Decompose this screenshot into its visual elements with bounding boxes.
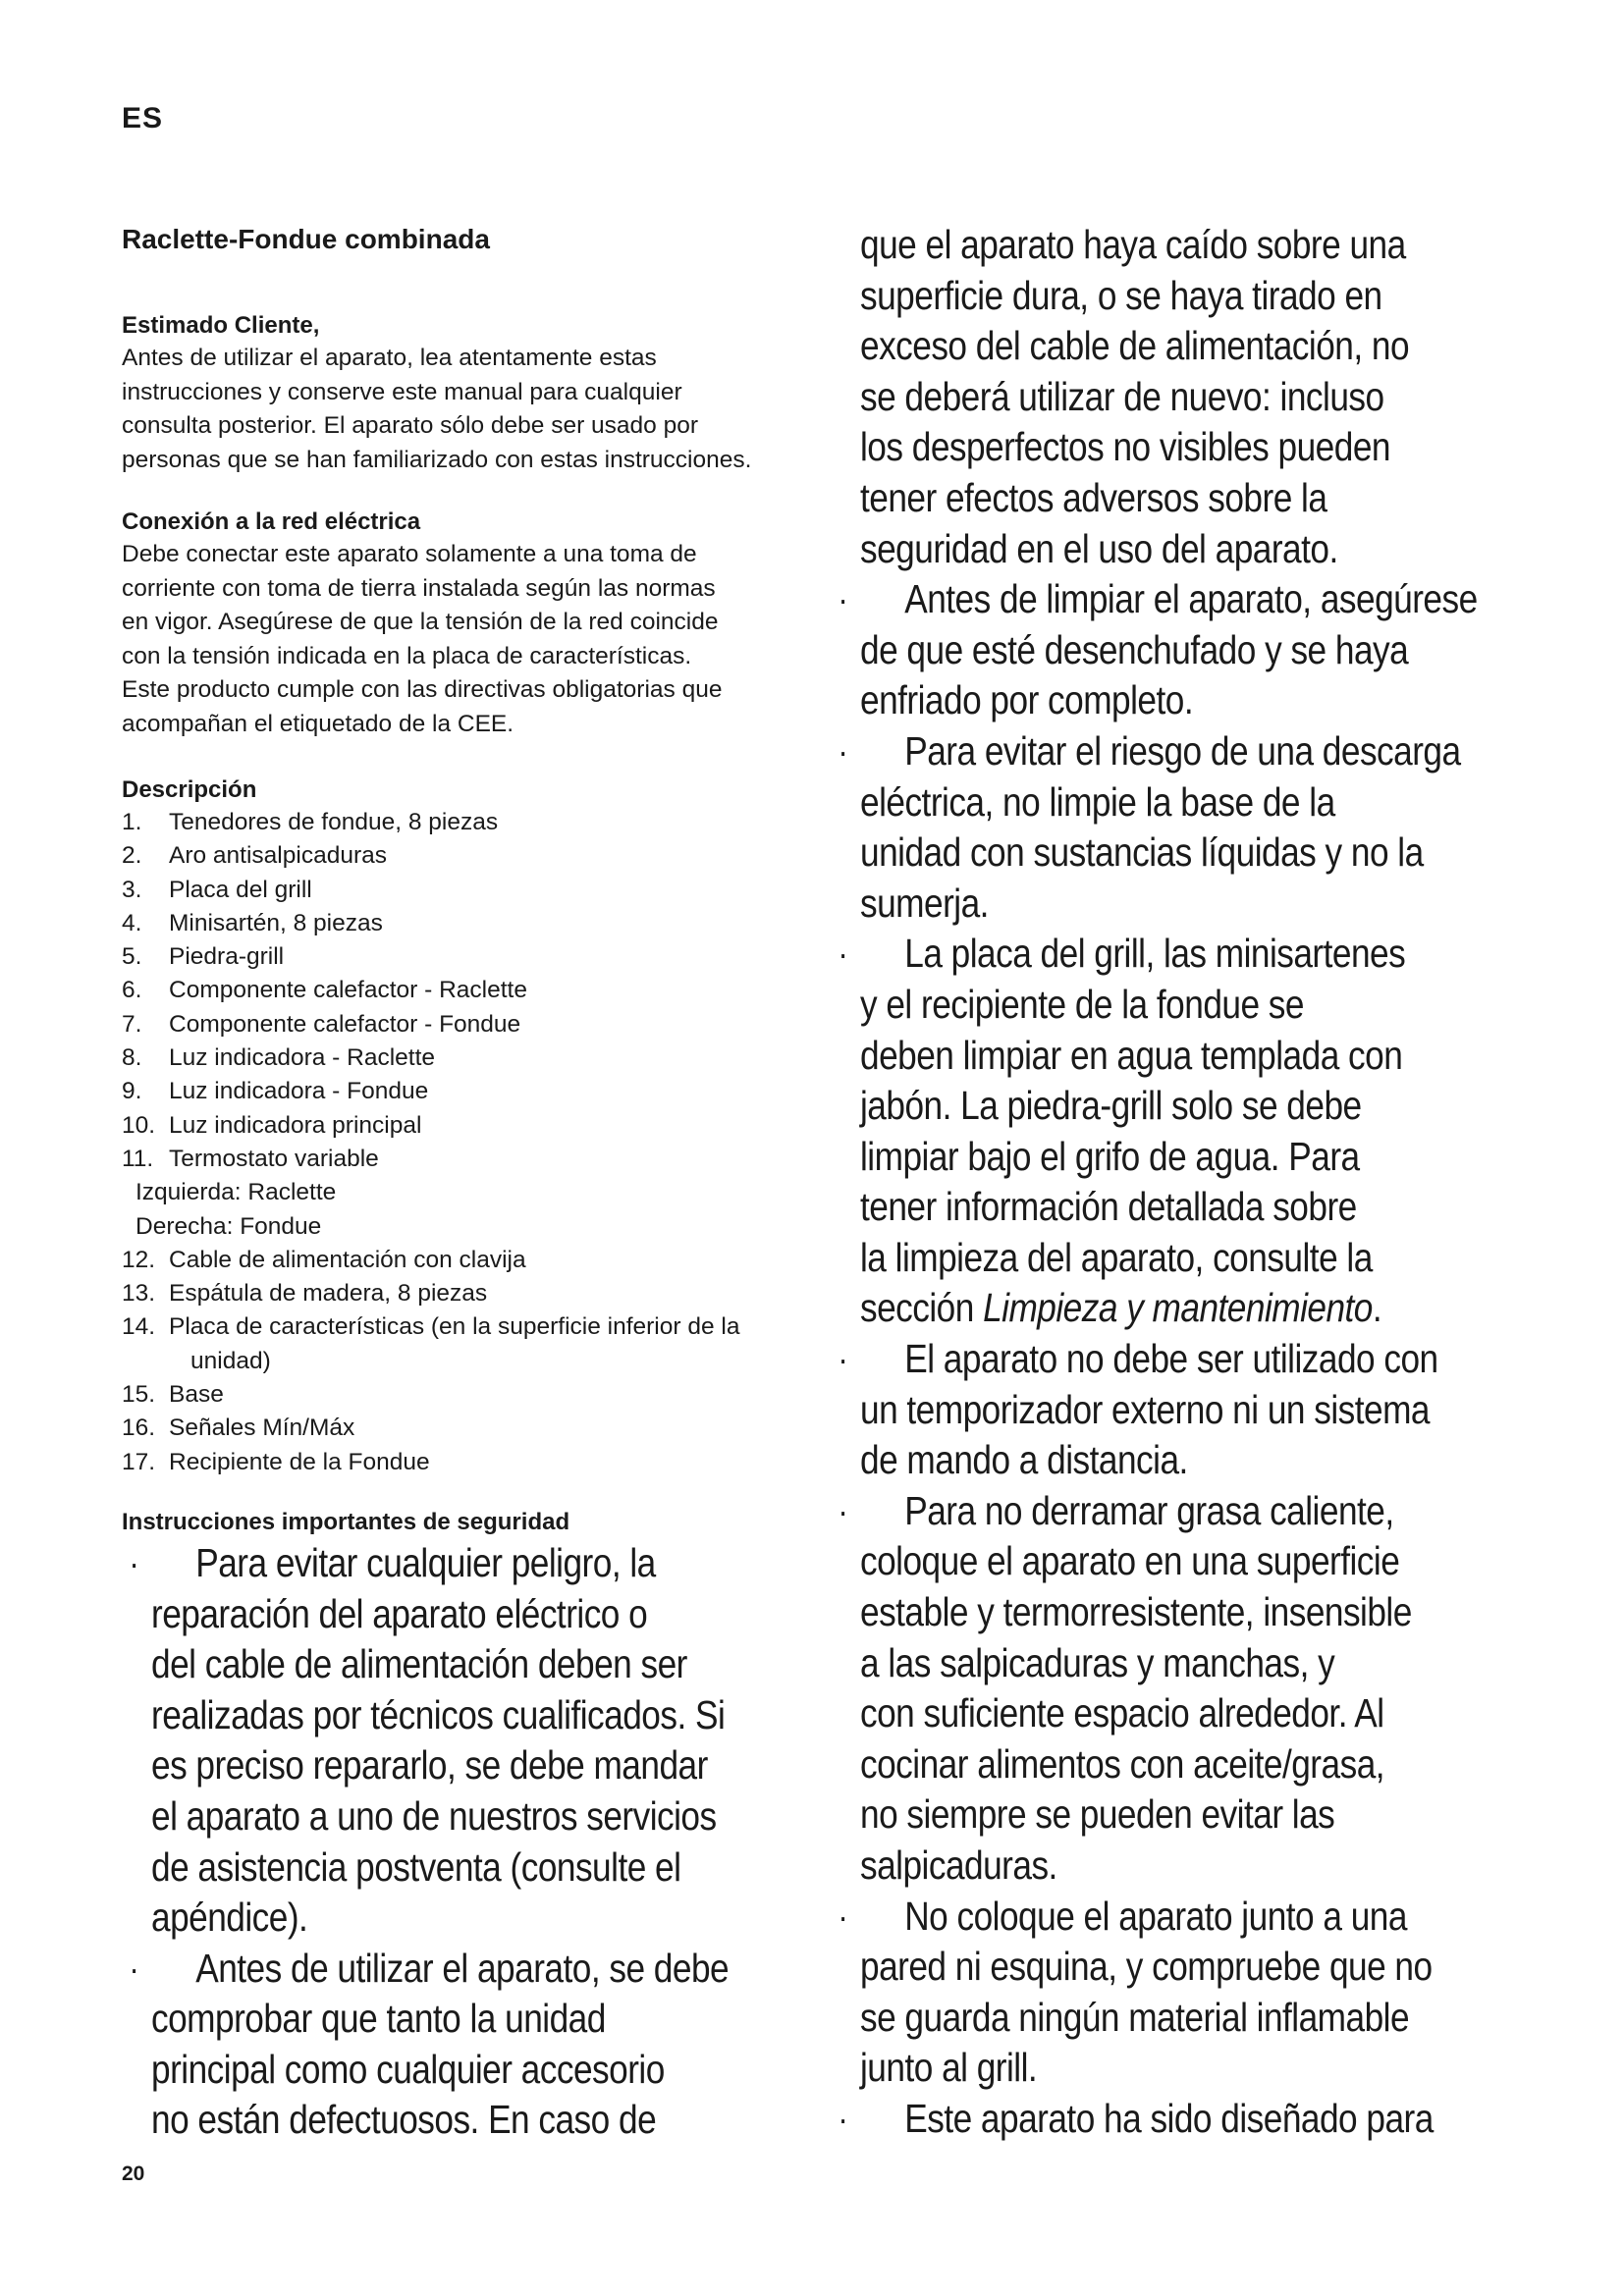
safety-line: el aparato a uno de nuestros servicios	[151, 1792, 717, 1839]
description-item-number: 11.	[122, 1145, 154, 1172]
description-item	[122, 839, 789, 873]
description-item	[122, 1041, 789, 1075]
description-item-text: Termostato variable	[169, 1145, 379, 1172]
safety-line: tener información detallada sobre	[860, 1184, 1357, 1230]
connection-line: en vigor. Asegúrese de que la tensión de la red coincide	[122, 609, 719, 635]
safety-line: no están defectuosos. En caso de	[151, 2097, 657, 2143]
connection-line: Este producto cumple con las directivas obligatorias que	[122, 676, 723, 703]
bullet-icon: ·	[838, 934, 848, 975]
description-item	[122, 907, 789, 940]
safety-line: del cable de alimentación deben ser	[151, 1641, 687, 1687]
safety-item	[838, 2094, 1449, 2145]
connection-line: corriente con toma de tierra instalada según las normas	[122, 574, 716, 602]
safety-line: la limpieza del aparato, consulte la	[860, 1234, 1373, 1280]
safety-item	[129, 1944, 730, 2146]
safety-line: es preciso repararlo, se debe mandar	[151, 1742, 708, 1789]
greeting-line: personas que se han familiarizado con estas instrucciones.	[122, 446, 752, 473]
description-item-number: 16.	[122, 1415, 156, 1442]
description-item-text: Derecha: Fondue	[135, 1212, 322, 1240]
continuation-paragraph	[860, 220, 1449, 574]
description-item-number: 13.	[122, 1280, 156, 1308]
description-item-text: Izquierda: Raclette	[135, 1179, 337, 1206]
description-item-text: Cable de alimentación con clavija	[169, 1246, 526, 1273]
description-item	[122, 806, 789, 839]
continuation-line: tener efectos adversos sobre la	[860, 474, 1327, 520]
safety-line: a las salpicaduras y manchas, y	[860, 1639, 1335, 1685]
description-item	[122, 1075, 789, 1108]
safety-line: Para no derramar grasa caliente,	[904, 1487, 1394, 1533]
description-item	[122, 1109, 789, 1143]
right-column	[838, 220, 1538, 2145]
safety-item	[838, 929, 1449, 1334]
description-item-text: Placa del grill	[169, 876, 312, 903]
safety-line: limpiar bajo el grifo de agua. Para	[860, 1133, 1360, 1179]
description-item-text: Minisartén, 8 piezas	[169, 909, 383, 936]
description-item-number: 7.	[122, 1010, 142, 1038]
safety-line: deben limpiar en agua templada con	[860, 1032, 1403, 1078]
safety-line: enfriado por completo.	[860, 677, 1194, 723]
description-item-text: Espátula de madera, 8 piezas	[169, 1280, 488, 1308]
continuation-line: seguridad en el uso del aparato.	[860, 525, 1338, 571]
description-item-number: 8.	[122, 1044, 142, 1072]
connection-line: con la tensión indicada en la placa de características.	[122, 642, 692, 669]
safety-line: sumerja.	[860, 880, 989, 926]
description-item	[122, 1277, 789, 1310]
description-item	[122, 1310, 789, 1344]
description-item	[122, 874, 789, 907]
description-item	[122, 974, 789, 1007]
description-item-number: 9.	[122, 1078, 142, 1105]
cleaning-reference-line	[860, 1283, 1449, 1334]
description-item-number: 2.	[122, 842, 142, 870]
description-item-number: 3.	[122, 876, 142, 903]
safety-item	[838, 574, 1478, 726]
safety-line: de mando a distancia.	[860, 1437, 1188, 1483]
bullet-icon: ·	[838, 1896, 848, 1937]
description-item-text: Luz indicadora - Raclette	[169, 1044, 436, 1072]
description-item-text: Placa de características (en la superficie inferior de la	[169, 1313, 740, 1341]
continuation-line: que el aparato haya caído sobre una	[860, 222, 1406, 267]
bullet-icon: ·	[129, 1542, 139, 1583]
description-item-text: Tenedores de fondue, 8 piezas	[169, 809, 499, 835]
safety-line: salpicaduras.	[860, 1842, 1057, 1888]
safety-heading: Instrucciones importantes de seguridad	[122, 1508, 570, 1535]
greeting-line: consulta posterior. El aparato sólo debe ser usado por	[122, 412, 699, 439]
bullet-icon: ·	[838, 730, 848, 772]
description-item	[122, 1176, 789, 1209]
safety-line: de que esté desenchufado y se haya	[860, 626, 1409, 672]
safety-line: comprobar que tanto la unidad	[151, 1996, 606, 2042]
description-item-text: Componente calefactor - Raclette	[169, 977, 527, 1004]
description-item	[122, 1210, 789, 1244]
cleaning-reference-title: Limpieza y mantenimiento	[983, 1285, 1373, 1331]
description-item-text: Luz indicadora principal	[169, 1111, 422, 1139]
safety-list-left	[129, 1538, 789, 2146]
safety-line: El aparato no debe ser utilizado con	[904, 1336, 1438, 1382]
description-item	[122, 1008, 789, 1041]
description-item-text: Piedra-grill	[169, 943, 285, 971]
safety-line: eléctrica, no limpie la base de la	[860, 778, 1335, 825]
description-item-text: unidad)	[190, 1347, 271, 1374]
description-item-number: 5.	[122, 943, 142, 971]
description-item-text: Luz indicadora - Fondue	[169, 1078, 429, 1105]
safety-line: coloque el aparato en una superficie	[860, 1538, 1400, 1584]
safety-item	[838, 1334, 1449, 1486]
continuation-line: se deberá utilizar de nuevo: incluso	[860, 373, 1384, 419]
description-item	[122, 1446, 789, 1479]
safety-line: no siempre se pueden evitar las	[860, 1791, 1335, 1838]
safety-line: apéndice).	[151, 1895, 308, 1941]
safety-line: cocinar alimentos con aceite/grasa,	[860, 1740, 1385, 1787]
safety-line: unidad con sustancias líquidas y no la	[860, 829, 1424, 876]
connection-line: acompañan el etiquetado de la CEE.	[122, 710, 514, 737]
description-item-text: Recipiente de la Fondue	[169, 1448, 430, 1475]
safety-item	[838, 1486, 1449, 1892]
safety-item	[838, 726, 1461, 929]
description-item-number: 12.	[122, 1246, 156, 1273]
greeting-line: instrucciones y conserve este manual para cualquier	[122, 378, 682, 405]
description-item-text: Base	[169, 1381, 224, 1409]
connection-line: Debe conectar este aparato solamente a una toma de	[122, 541, 697, 567]
description-item	[122, 1345, 789, 1378]
safety-line: estable y termorresistente, insensible	[860, 1589, 1412, 1635]
safety-line: pared ni esquina, y compruebe que no	[860, 1944, 1433, 1990]
safety-line: No coloque el aparato junto a una	[904, 1893, 1407, 1939]
description-item	[122, 1412, 789, 1445]
safety-line: reparación del aparato eléctrico o	[151, 1590, 648, 1636]
safety-line: jabón. La piedra-grill solo se debe	[860, 1083, 1362, 1129]
description-item	[122, 1244, 789, 1277]
greeting-line: Antes de utilizar el aparato, lea atentamente estas	[122, 345, 657, 371]
continuation-line: superficie dura, o se haya tirado en	[860, 272, 1382, 318]
safety-line: se guarda ningún material inflamable	[860, 1994, 1410, 2040]
bullet-icon: ·	[129, 1948, 139, 1989]
description-item-number: 14.	[122, 1313, 156, 1341]
safety-line: un temporizador externo ni un sistema	[860, 1386, 1431, 1432]
safety-line: Para evitar cualquier peligro, la	[195, 1539, 656, 1585]
product-title: Raclette-Fondue combinada	[122, 224, 490, 254]
safety-line: principal como cualquier accesorio	[151, 2046, 665, 2092]
description-list	[122, 806, 789, 1479]
safety-line: Este aparato ha sido diseñado para	[904, 2095, 1434, 2141]
safety-list-right	[838, 220, 1538, 2145]
safety-line: Antes de utilizar el aparato, se debe	[195, 1945, 730, 1991]
description-item-number: 4.	[122, 909, 142, 936]
description-item-text: Componente calefactor - Fondue	[169, 1010, 521, 1038]
cleaning-reference-suffix: .	[1372, 1285, 1382, 1331]
bullet-icon: ·	[838, 1490, 848, 1531]
continuation-line: exceso del cable de alimentación, no	[860, 323, 1410, 369]
safety-item	[838, 1892, 1449, 2094]
description-item-number: 15.	[122, 1381, 156, 1409]
connection-paragraph	[122, 538, 789, 741]
description-item-number: 10.	[122, 1111, 156, 1139]
cleaning-reference-prefix: sección	[860, 1285, 984, 1331]
description-item-text: Aro antisalpicaduras	[169, 842, 387, 870]
connection-heading: Conexión a la red eléctrica	[122, 508, 421, 535]
greeting-paragraph	[122, 342, 789, 477]
left-column	[122, 222, 789, 2146]
description-item	[122, 1143, 789, 1176]
description-item-number: 17.	[122, 1448, 156, 1475]
page-number: 20	[122, 2163, 145, 2185]
description-item-number: 1.	[122, 809, 142, 835]
description-item-text: Señales Mín/Máx	[169, 1415, 355, 1442]
bullet-icon: ·	[838, 1339, 848, 1380]
description-item	[122, 940, 789, 974]
safety-line: y el recipiente de la fondue se	[860, 981, 1304, 1027]
description-heading: Descripción	[122, 776, 257, 803]
bullet-icon: ·	[838, 2098, 848, 2139]
language-code: ES	[122, 102, 164, 134]
safety-line: realizadas por técnicos cualificados. Si	[151, 1691, 726, 1737]
safety-item	[129, 1538, 726, 1944]
safety-line: Antes de limpiar el aparato, asegúrese	[904, 576, 1478, 622]
continuation-line: los desperfectos no visibles pueden	[860, 424, 1390, 470]
safety-line: junto al grill.	[860, 2045, 1038, 2091]
safety-line: de asistencia postventa (consulte el	[151, 1843, 681, 1890]
bullet-icon: ·	[838, 579, 848, 620]
description-item-number: 6.	[122, 977, 142, 1004]
safety-line: La placa del grill, las minisartenes	[904, 931, 1406, 977]
safety-line: Para evitar el riesgo de una descarga	[904, 727, 1461, 774]
description-item	[122, 1378, 789, 1412]
greeting-heading: Estimado Cliente,	[122, 312, 320, 339]
safety-line: con suficiente espacio alrededor. Al	[860, 1690, 1384, 1736]
